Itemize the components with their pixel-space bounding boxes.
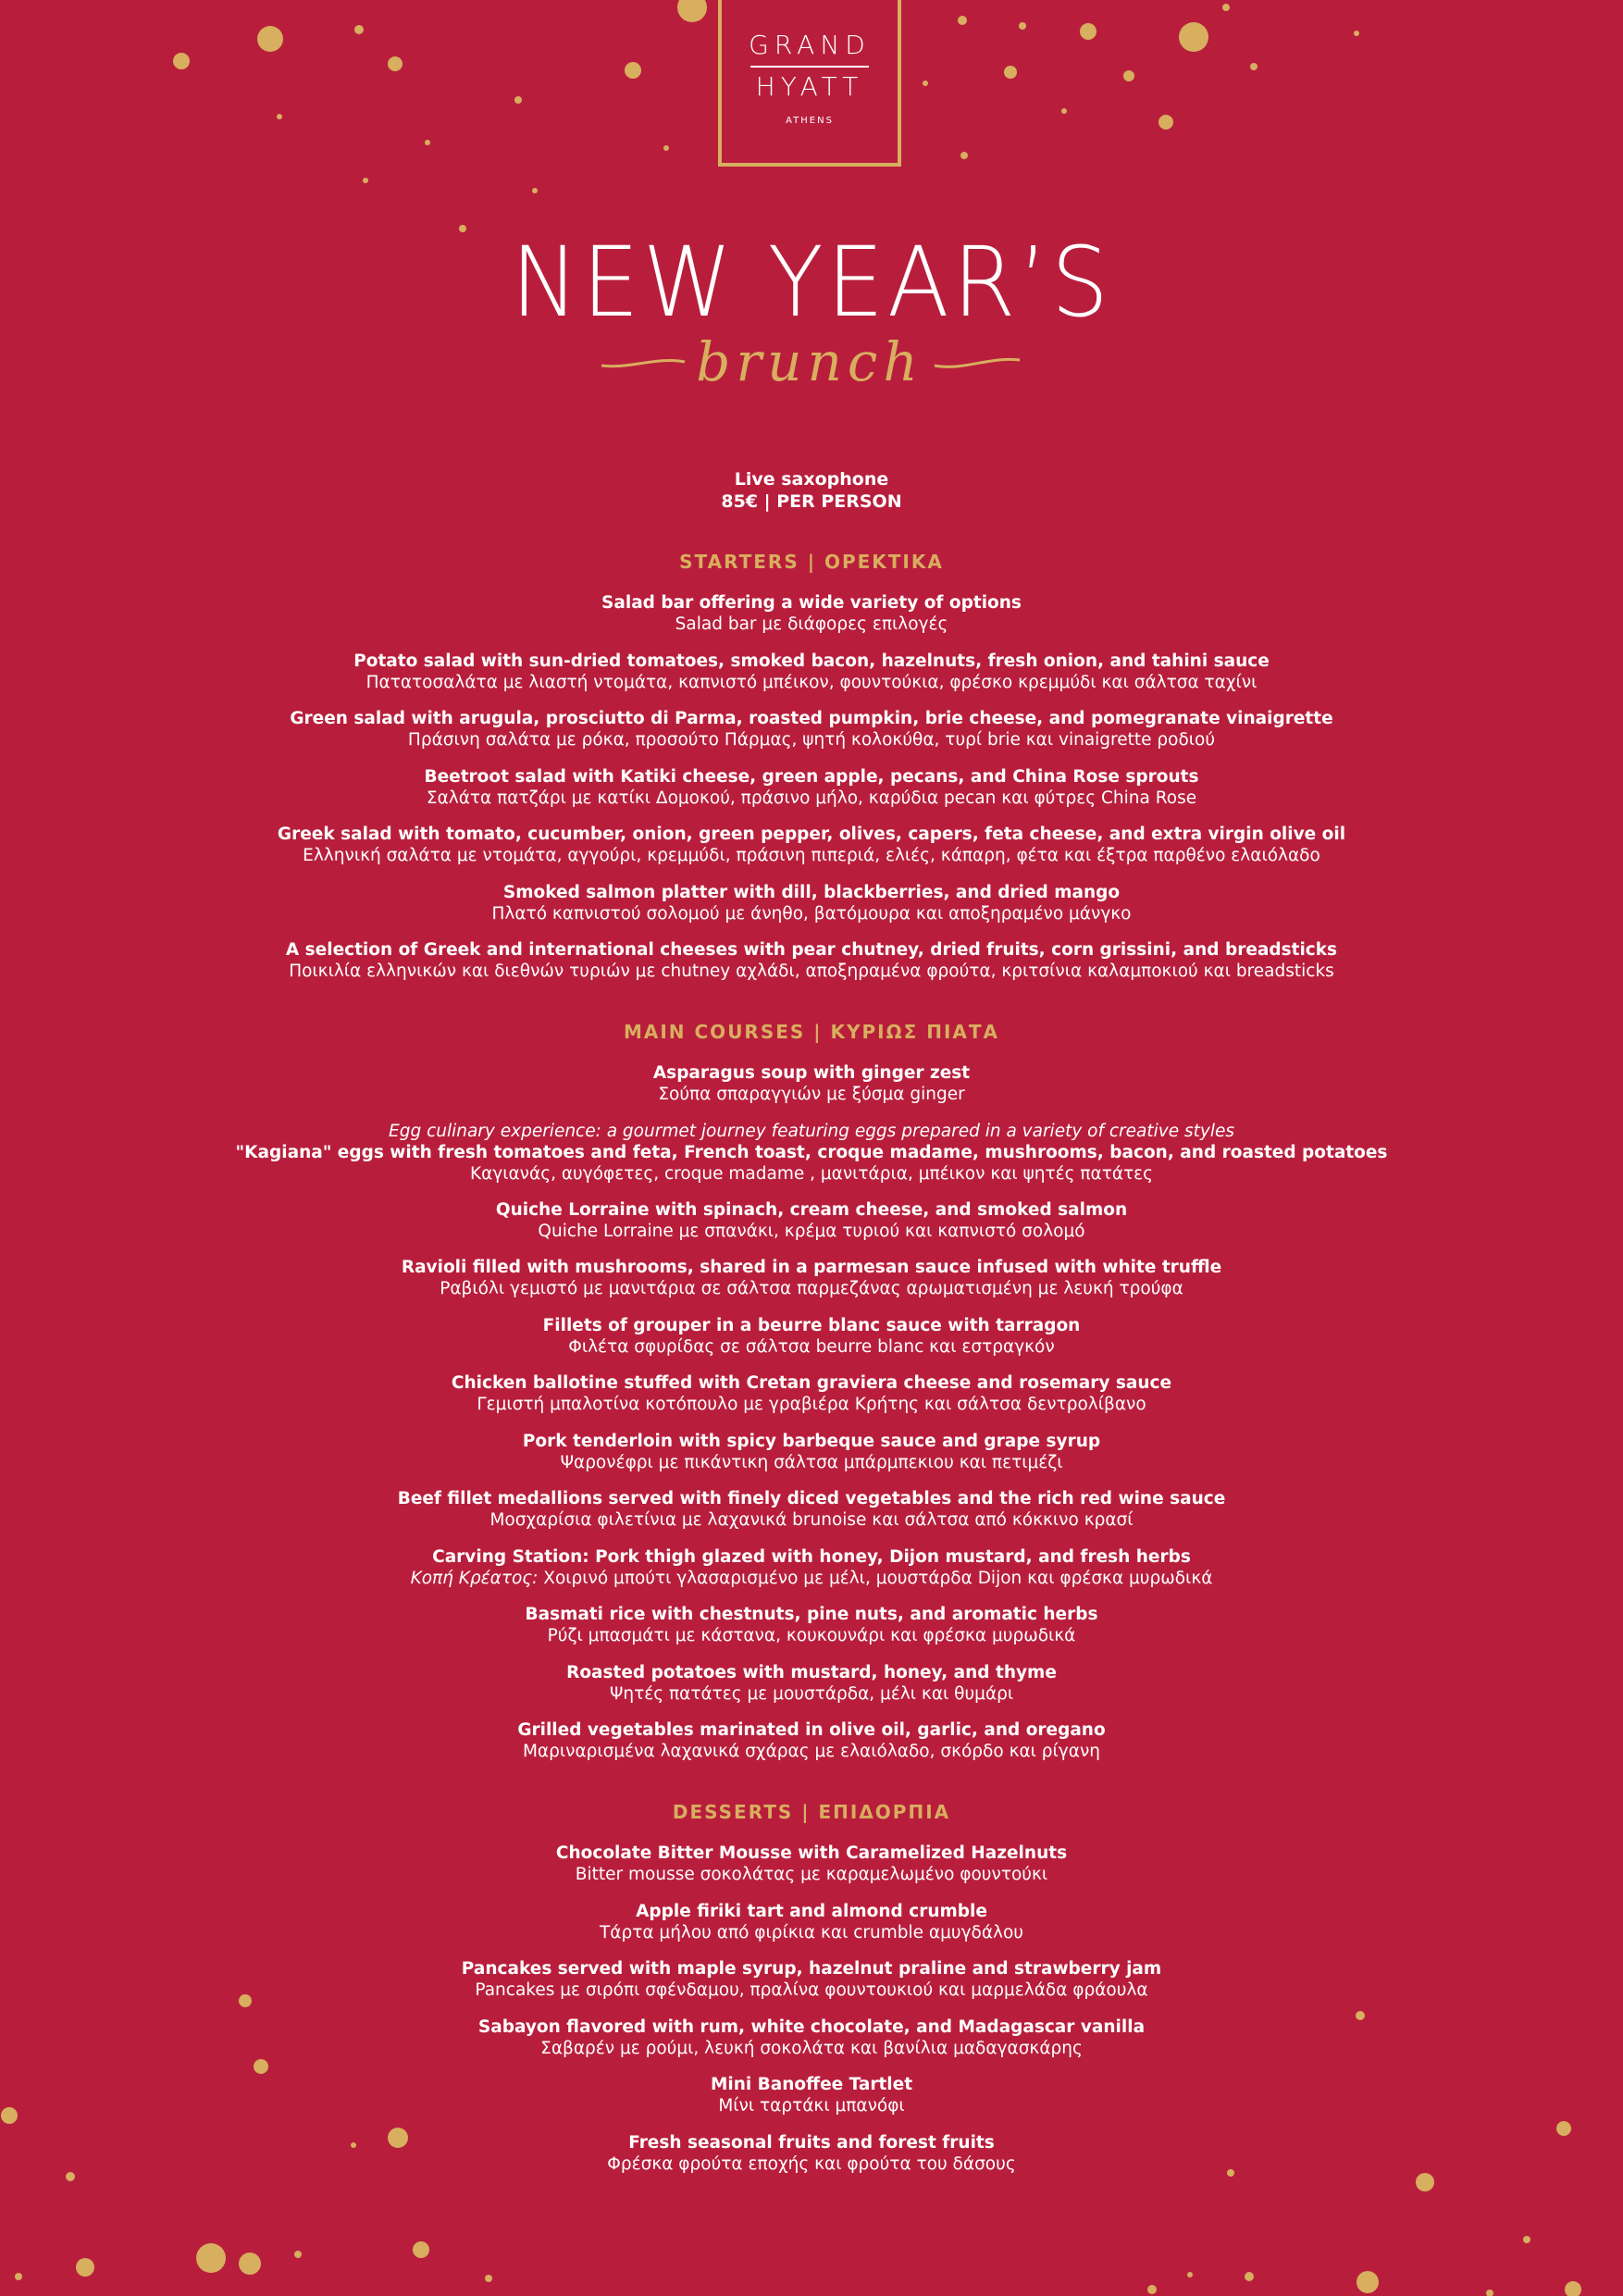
menu-item-name-en: Pork tenderloin with spicy barbeque sauce and grape syrup	[522, 1431, 1101, 1451]
menu-item-name-gr: Ποικιλία ελληνικών και διεθνών τυριών με chutney αχλάδι, αποξηραμένα φρούτα, κριτσίνια καλαμποκιού και breadsticks	[289, 962, 1334, 981]
menu-item-gr-prefix: Κοπή Κρέατος:	[410, 1568, 539, 1588]
menu-item-name-en: A selection of Greek and international cheeses with pear chutney, dried fruits, corn grissini, and breadsticks	[285, 940, 1338, 960]
menu-item-note: Egg culinary experience: a gourmet journey featuring eggs prepared in a variety of creative styles	[389, 1121, 1234, 1141]
menu-item	[0, 939, 1623, 982]
menu-item-name-en: Potato salad with sun-dried tomatoes, smoked bacon, hazelnuts, fresh onion, and tahini sauce	[353, 651, 1270, 671]
info-block	[0, 468, 1623, 513]
menu-item	[0, 1843, 1623, 1885]
menu-item-name-en: Pancakes served with maple syrup, hazelnut praline and strawberry jam	[461, 1959, 1162, 1979]
logo-rule	[750, 66, 869, 68]
menu-item	[0, 2017, 1623, 2059]
menu-item	[0, 1062, 1623, 1105]
menu-item-name-gr: Πλατό καπνιστού σολομού με άνηθο, βατόμουρα και αποξηραμένο μάνγκο	[491, 903, 1132, 924]
logo-line-grand: GRAND	[749, 30, 871, 60]
menu-item	[0, 1372, 1623, 1415]
menu-item-name-gr: Φιλέτα σφυρίδας σε σάλτσα beurre blanc και εστραγκόν	[568, 1336, 1055, 1357]
menu-item-name-gr: Σούπα σπαραγγιών με ξύσμα ginger	[658, 1085, 965, 1104]
menu-item	[0, 1121, 1623, 1185]
menu-item-name-en: Salad bar offering a wide variety of options	[601, 593, 1022, 613]
menu-item-name-gr: Μοσχαρίσια φιλετίνια με λαχανικά brunoise και σάλτσα από κόκκινο κρασί	[489, 1510, 1134, 1530]
menu-item-name-en: Chicken ballotine stuffed with Cretan graviera cheese and rosemary sauce	[451, 1373, 1172, 1393]
menu-item-name-en: Green salad with arugula, prosciutto di Parma, roasted pumpkin, brie cheese, and pomegranate vinaigrette	[290, 709, 1333, 728]
menu-item-name-gr: Τάρτα μήλου από φιρίκια και crumble αμυγδάλου	[599, 1922, 1024, 1942]
menu-item-name-en: Fillets of grouper in a beurre blanc sauce with tarragon	[542, 1315, 1081, 1335]
menu-item-name-gr	[0, 1568, 1623, 1589]
menu-item	[0, 592, 1623, 635]
page-subtitle: brunch	[696, 330, 923, 393]
price-line: 85€ | PER PERSON	[721, 491, 902, 512]
menu-item-name-en: Quiche Lorraine with spinach, cream cheese, and smoked salmon	[495, 1199, 1128, 1220]
menu-item-name-en: Basmati rice with chestnuts, pine nuts, and aromatic herbs	[525, 1605, 1098, 1624]
menu-item	[0, 1901, 1623, 1943]
menu-item	[0, 766, 1623, 809]
menu-item-name-en: "Kagiana" eggs with fresh tomatoes and feta, French toast, croque madame, mushrooms, bacon, and roasted potatoes	[235, 1142, 1388, 1162]
menu-item	[0, 1662, 1623, 1705]
menu-item-name-gr: Πατατοσαλάτα με λιαστή ντομάτα, καπνιστό μπέικον, φουντούκια, φρέσκο κρεμμύδι και σάλτσα ταχίνι	[365, 672, 1258, 692]
menu-item-name-gr: Μίνι ταρτάκι μπανόφι	[718, 2096, 905, 2116]
menu-item-name-gr: Πράσινη σαλάτα με ρόκα, προσούτο Πάρμας, ψητή κολοκύθα, τυρί brie και vinaigrette ροδιού	[407, 730, 1216, 750]
menu-item-name-en: Carving Station: Pork thigh glazed with honey, Dijon mustard, and fresh herbs	[432, 1546, 1191, 1567]
menu-item	[0, 1488, 1623, 1531]
menu-item	[0, 1315, 1623, 1358]
menu-item-name-en: Mini Banoffee Tartlet	[710, 2075, 913, 2094]
menu-item	[0, 708, 1623, 751]
menu-item-name-gr: Μαριναρισμένα λαχανικά σχάρας με ελαιόλαδο, σκόρδο και ρίγανη	[522, 1742, 1101, 1761]
logo-line-hyatt: HYATT	[755, 71, 864, 102]
menu-item	[0, 1719, 1623, 1762]
menu-item-name-gr: Quiche Lorraine με σπανάκι, κρέμα τυριού και καπνιστό σολομό	[538, 1221, 1085, 1241]
menu-item	[0, 1604, 1623, 1646]
menu-item-name-en: Grilled vegetables marinated in olive oil, garlic, and oregano	[517, 1720, 1106, 1740]
section-title: DESSERTS | ΕΠΙΔΟΡΠΙΑ	[672, 1801, 951, 1823]
menu-item	[0, 1257, 1623, 1299]
menu-item	[0, 824, 1623, 866]
subtitle-block	[592, 329, 1027, 395]
menu-item-name-en: Sabayon flavored with rum, white chocolate, and Madagascar vanilla	[477, 2017, 1146, 2037]
menu-item-name-gr: Pancakes με σιρόπι σφένδαμου, πραλίνα φουντουκιού και μαρμελάδα φράουλα	[475, 1980, 1148, 2000]
menu-item-name-gr: Καγιανάς, αυγόφετες, croque madame , μανιτάρια, μπέικον και ψητές πατάτες	[469, 1163, 1154, 1184]
menu-item	[0, 1431, 1623, 1473]
menu-item-name-en: Ravioli filled with mushrooms, shared in a parmesan sauce infused with white truffle	[401, 1258, 1222, 1277]
page-title: NEW YEAR’S	[511, 226, 1112, 339]
menu-item-name-gr: Ψαρονέφρι με πικάντικη σάλτσα μπάρμπεκιου και πετιμέζι	[560, 1452, 1063, 1472]
menu-item-name-en: Chocolate Bitter Mousse with Caramelized Hazelnuts	[555, 1843, 1068, 1863]
menu-item-name-gr: Γεμιστή μπαλοτίνα κοτόπουλο με γραβιέρα Κρήτης και σάλτσα δεντρολίβανο	[477, 1395, 1146, 1414]
menu-item-name-gr: Salad bar με διάφορες επιλογές	[675, 614, 948, 634]
menu-item	[0, 2132, 1623, 2175]
grand-hyatt-logo	[718, 0, 901, 167]
menu-item-name-gr: Σαλάτα πατζάρι με κατίκι Δομοκού, πράσινο μήλο, καρύδια pecan και φύτρες China Rose	[426, 788, 1197, 808]
menu-item-gr-text: Χοιρινό μπούτι γλασαρισμένο με μέλι, μουστάρδα Dijon και φρέσκα μυρωδικά	[538, 1568, 1213, 1588]
menu-item-name-en: Asparagus soup with ginger zest	[652, 1063, 971, 1083]
menu-item-name-en: Roasted potatoes with mustard, honey, and thyme	[566, 1662, 1057, 1682]
logo-location: ATHENS	[786, 116, 834, 126]
menu-item	[0, 1958, 1623, 2001]
menu-item-name-gr: Σαβαρέν με ρούμι, λευκή σοκολάτα και βανίλια μαδαγασκάρης	[540, 2038, 1083, 2058]
menu-item-name-gr: Ρύζι μπασμάτι με κάστανα, κουκουνάρι και φρέσκα μυρωδικά	[547, 1626, 1076, 1645]
menu-item-name-en: Greek salad with tomato, cucumber, onion, green pepper, olives, capers, feta cheese, and extra virgin olive oil	[277, 825, 1346, 844]
menu-item-name-gr: Ραβιόλι γεμιστό με μανιτάρια σε σάλτσα παρμεζάνας αρωματισμένη με λευκή τρούφα	[440, 1279, 1183, 1298]
menu-item	[0, 882, 1623, 925]
menu-item	[0, 651, 1623, 693]
menu-item	[0, 1199, 1623, 1242]
menu-item-name-gr: Φρέσκα φρούτα εποχής και φρούτα του δάσους	[607, 2153, 1016, 2174]
menu-item-name-en: Fresh seasonal fruits and forest fruits	[628, 2132, 995, 2153]
section-title: MAIN COURSES | ΚΥΡΙΩΣ ΠΙΑΤΑ	[623, 1021, 1000, 1043]
menu-item-name-gr: Ψητές πατάτες με μουστάρδα, μέλι και θυμάρι	[609, 1683, 1014, 1704]
menu-item	[0, 1546, 1623, 1589]
menu-item-name-gr: Bitter mousse σοκολάτας με καραμελωμένο φουντούκι	[575, 1865, 1048, 1884]
menu-item-name-gr: Ελληνική σαλάτα με ντομάτα, αγγούρι, κρεμμύδι, πράσινη πιπεριά, ελιές, κάπαρη, φέτα και έξτρα παρθένο ελαιόλαδο	[303, 846, 1320, 865]
menu-item-name-en: Beef fillet medallions served with finely diced vegetables and the rich red wine sauce	[397, 1489, 1226, 1508]
menu-item-name-en: Smoked salmon platter with dill, blackberries, and dried mango	[502, 882, 1121, 902]
menu-item-name-en: Apple firiki tart and almond crumble	[636, 1901, 987, 1921]
section-title: STARTERS | ΟΡΕΚΤΙΚΑ	[679, 551, 944, 573]
menu-item-name-en: Beetroot salad with Katiki cheese, green apple, pecans, and China Rose sprouts	[424, 766, 1199, 787]
menu-item	[0, 2074, 1623, 2116]
entertainment-line: Live saxophone	[734, 469, 889, 490]
